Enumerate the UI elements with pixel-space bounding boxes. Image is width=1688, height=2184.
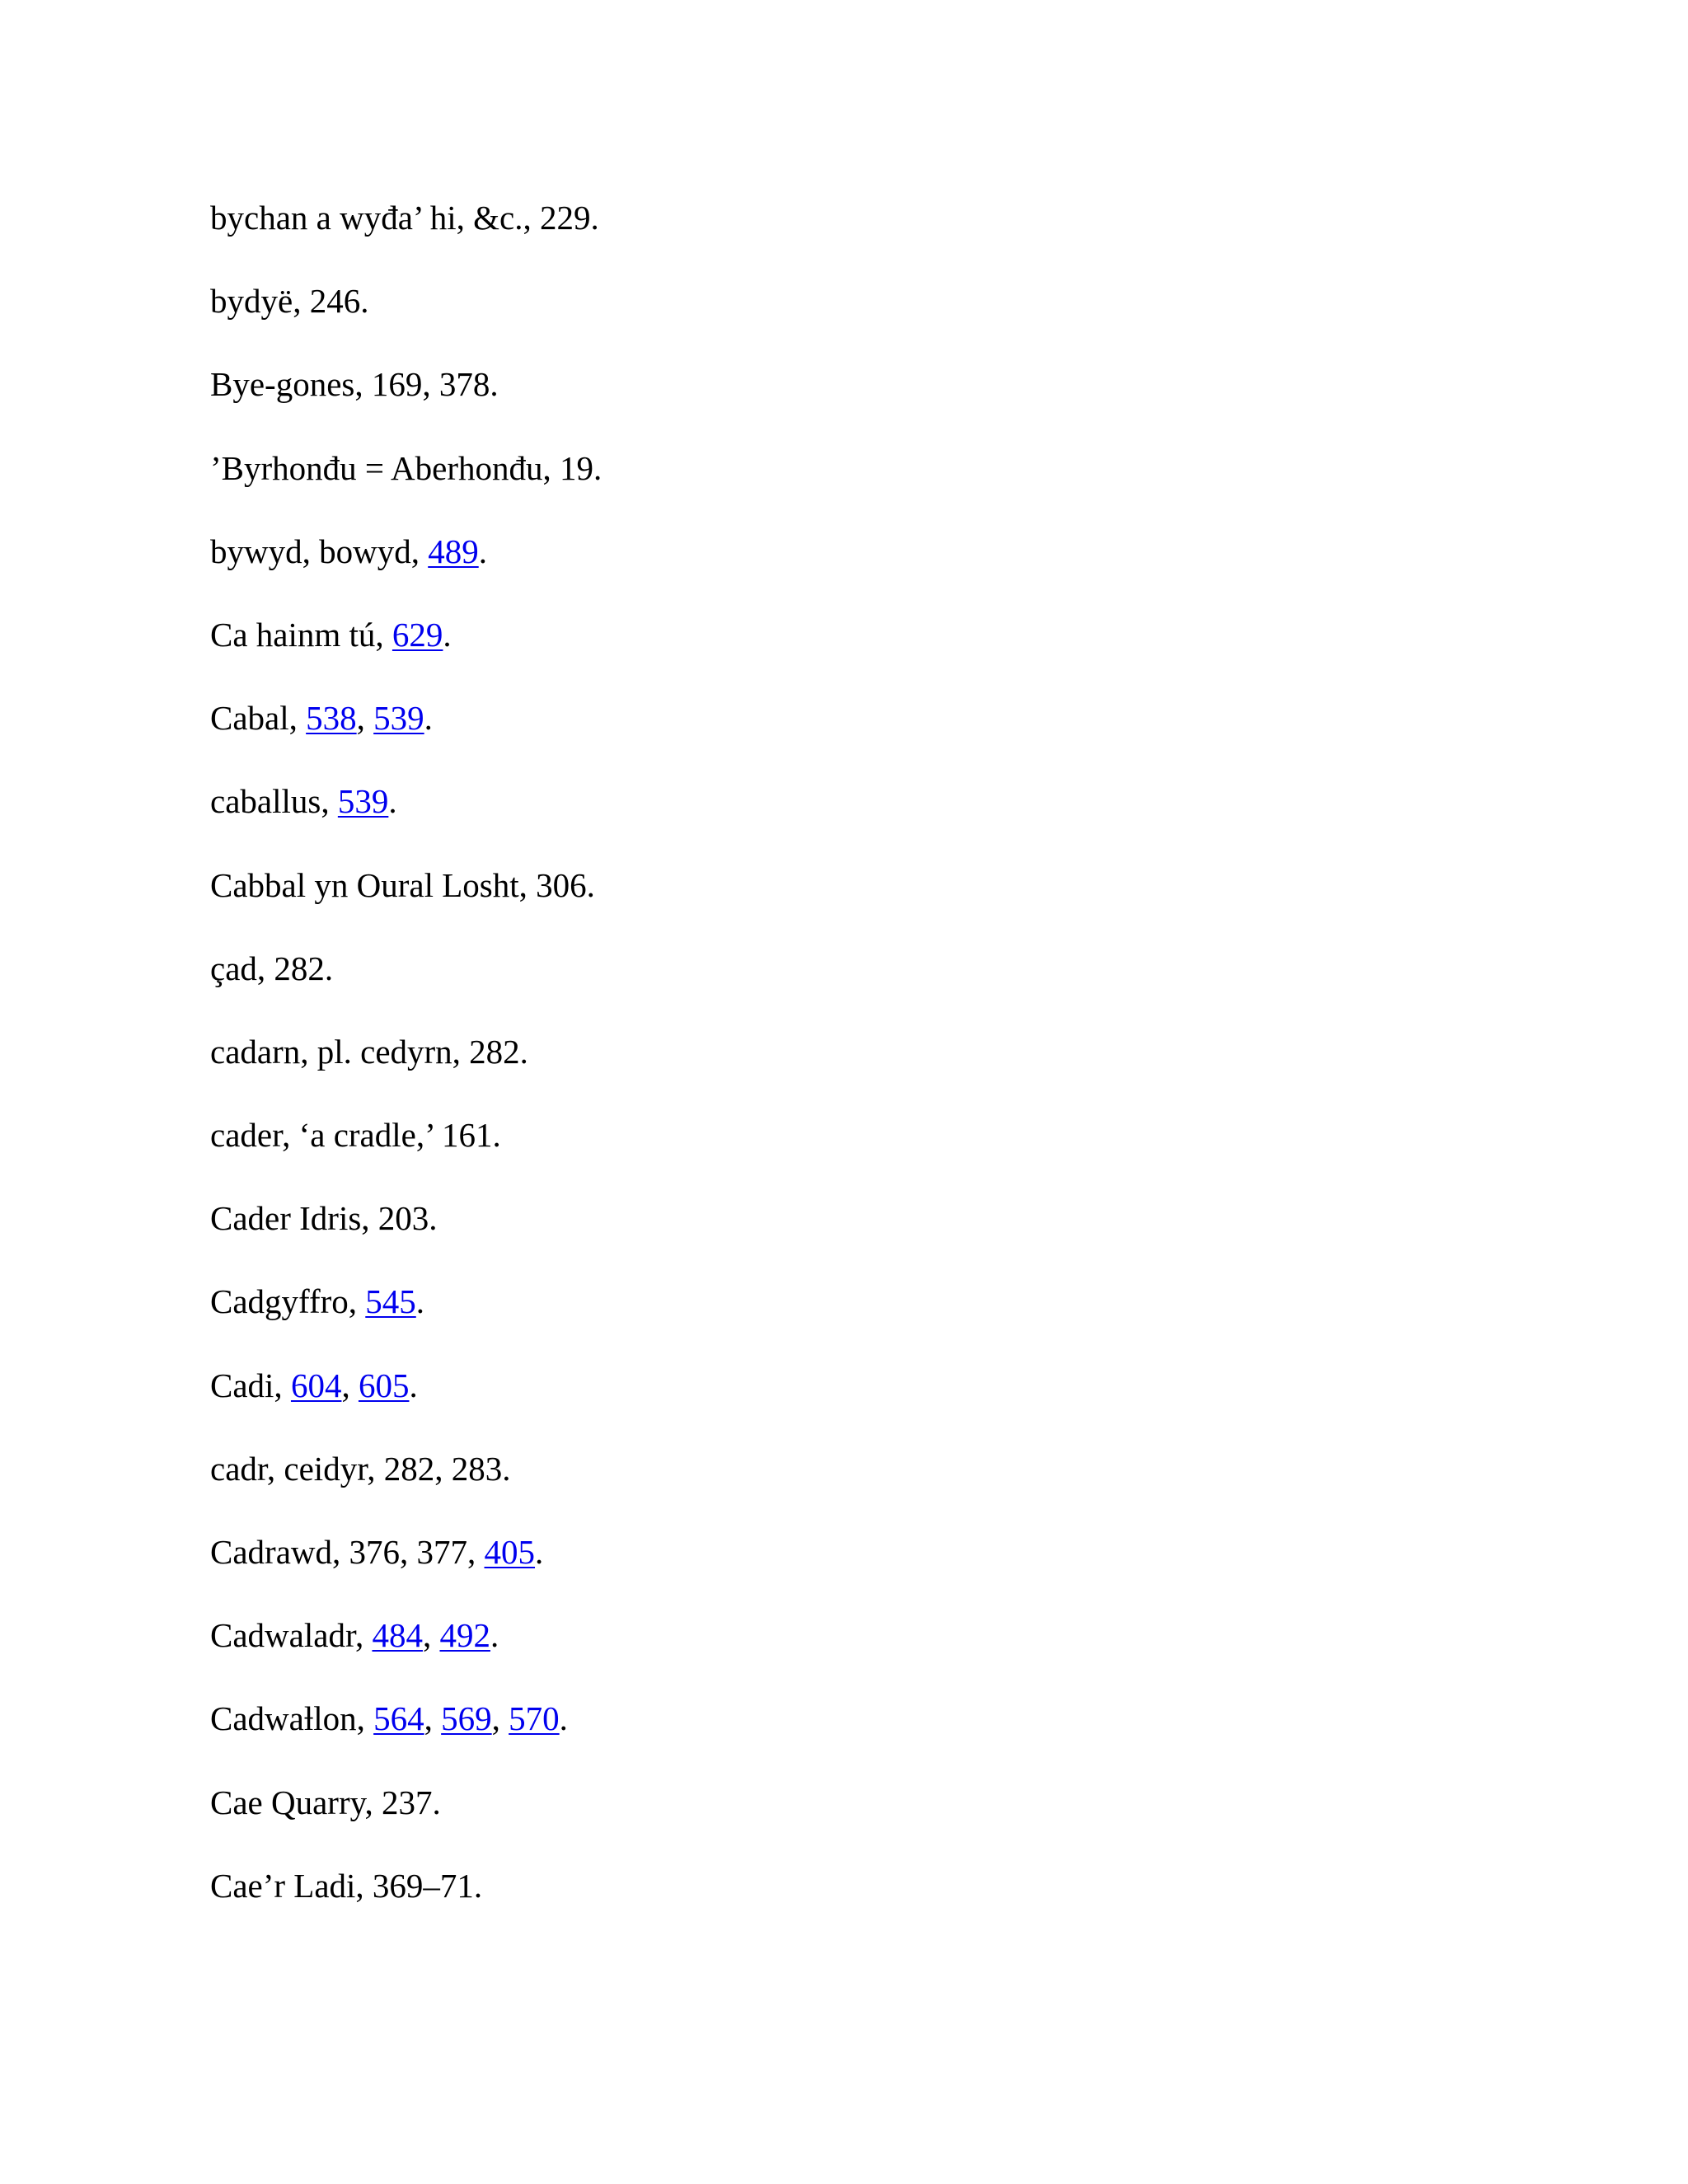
entry-text: cadarn, pl. cedyrn, 282. — [210, 1032, 528, 1071]
index-entry — [210, 281, 602, 321]
entry-text: caballus, — [210, 782, 338, 821]
page-reference-link[interactable]: 405 — [484, 1533, 536, 1571]
page-reference-link[interactable]: 484 — [372, 1616, 423, 1655]
entry-text: . — [535, 1533, 544, 1571]
entry-text: . — [424, 699, 433, 738]
index-entry — [210, 1282, 602, 1321]
entry-text: Cabal, — [210, 699, 307, 738]
index-entry — [210, 1366, 602, 1405]
index-entry — [210, 532, 602, 571]
index-entry — [210, 698, 602, 738]
index-entry — [210, 364, 602, 404]
index-entry — [210, 1866, 602, 1905]
entry-text: ’Byrhonđu = Aberhonđu, 19. — [210, 448, 603, 487]
index-list — [210, 198, 602, 1949]
entry-text: . — [415, 1282, 425, 1321]
page-reference-link[interactable]: 570 — [509, 1699, 560, 1738]
page-reference-link[interactable]: 539 — [337, 782, 389, 821]
entry-text: Cae’r Ladi, 369–71. — [210, 1866, 483, 1905]
page-reference-link[interactable]: 604 — [290, 1366, 342, 1404]
entry-text: . — [559, 1699, 568, 1738]
entry-text: Cabbal yn Oural Losht, 306. — [210, 865, 595, 904]
index-entry — [210, 1198, 602, 1238]
entry-text: cadr, ceidyr, 282, 283. — [210, 1449, 511, 1488]
page-reference-link[interactable]: 538 — [306, 699, 357, 738]
entry-text: Cader Idris, 203. — [210, 1199, 438, 1238]
index-entry — [210, 448, 602, 488]
index-entry — [210, 1783, 602, 1822]
index-entry — [210, 865, 602, 905]
page-reference-link[interactable]: 569 — [441, 1699, 492, 1738]
entry-text: Cae Quarry, 237. — [210, 1783, 441, 1821]
entry-text: Cadgyffro, — [210, 1282, 366, 1321]
index-entry — [210, 781, 602, 821]
page-reference-link[interactable]: 539 — [373, 699, 424, 738]
index-entry — [210, 1699, 602, 1738]
entry-text: Bye-gones, 169, 378. — [210, 365, 499, 404]
entry-text: bywyd, bowyd, — [210, 532, 429, 570]
entry-text: Ca hainm tú, — [210, 615, 392, 654]
page-reference-link[interactable]: 629 — [392, 615, 443, 654]
index-entry — [210, 1615, 602, 1655]
entry-text: , — [341, 1366, 359, 1404]
entry-text: bychan a wyđa’ hi, &c., 229. — [210, 199, 599, 237]
entry-text: , — [356, 699, 374, 738]
entry-text: . — [478, 532, 487, 570]
entry-text: , — [422, 1616, 440, 1655]
entry-text: çad, 282. — [210, 949, 334, 987]
entry-text: , — [424, 1699, 442, 1738]
entry-text: cader, ‘a cradle,’ 161. — [210, 1116, 501, 1155]
entry-text: . — [409, 1366, 418, 1404]
entry-text: . — [388, 782, 397, 821]
entry-text: Cadwaƚlon, — [210, 1699, 374, 1738]
entry-text: Cadi, — [210, 1366, 291, 1404]
index-entry — [210, 1449, 602, 1488]
page-reference-link[interactable]: 564 — [373, 1699, 424, 1738]
index-entry — [210, 1115, 602, 1155]
index-entry — [210, 949, 602, 988]
entry-text: , — [491, 1699, 509, 1738]
page-reference-link[interactable]: 489 — [428, 532, 479, 570]
page-reference-link[interactable]: 492 — [439, 1616, 490, 1655]
page-reference-link[interactable]: 605 — [358, 1366, 410, 1404]
entry-text: Cadwaladr, — [210, 1616, 373, 1655]
entry-text: bydyë, 246. — [210, 282, 369, 321]
entry-text: . — [490, 1616, 499, 1655]
entry-text: Cadrawd, 376, 377, — [210, 1533, 485, 1571]
index-entry — [210, 1032, 602, 1071]
index-entry — [210, 615, 602, 654]
entry-text: . — [443, 615, 452, 654]
page-reference-link[interactable]: 545 — [365, 1282, 416, 1321]
index-entry — [210, 1532, 602, 1572]
index-entry — [210, 198, 602, 237]
